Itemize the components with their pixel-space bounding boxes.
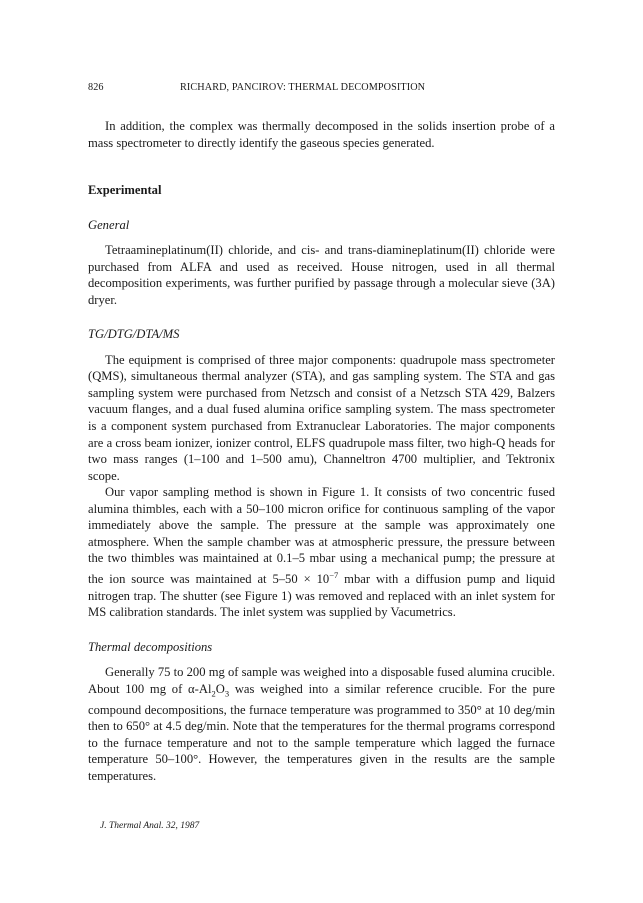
alumina-oxygen: O — [215, 681, 225, 696]
running-header — [88, 82, 555, 98]
alumina-subscript-3: 3 — [224, 688, 230, 699]
journal-citation: J. Thermal Anal. 32, 1987 — [100, 821, 200, 831]
subsection-heading-tg-dtg-dta-ms: TG/DTG/DTA/MS — [88, 327, 180, 342]
page-content — [88, 82, 555, 785]
section-heading-experimental: Experimental — [88, 183, 162, 198]
vapor-sampling-text-1: Our vapor sampling method is shown in Figure 1. It consists of two concentric fused alumina thimbles, each with a 50–100 micron orifice for continuous sampling of the vapor immediately above the sample. The pressure at the sample was approximately one atmosphere. When the sample chamber was at atmospheric pressure, the pressure between the two thimbles was maintained at 0.1–5 mbar using a mechanical pump; the pressure at the ion source was maintained at 5–50 × 10 — [88, 485, 555, 587]
pressure-exponent: −7 — [329, 569, 339, 580]
thermal-text-2: was weighed into a similar reference crucible. For the pure compound decompositions, the furnace temperature was programmed to 350° at 10 deg/min then to 650° at 4.5 deg/min. Note that the temperatures for the thermal programs correspond to the furnace temperature and not to the sample temperature which lagged the furnace temperature 50–100°. However, the temperatures given in the results are the sample temperatures. — [88, 681, 555, 784]
thermal-text-1: Generally 75 to 200 mg of sample was weighed into a disposable fused alumina crucible. About 100 mg of α-Al — [88, 665, 555, 696]
alumina-subscript-2: 2 — [211, 688, 216, 699]
subsection-heading-general: General — [88, 217, 130, 232]
subsection-heading-thermal-decompositions: Thermal decompositions — [88, 639, 213, 654]
running-title: RICHARD, PANCIROV: THERMAL DECOMPOSITION — [180, 82, 426, 93]
intro-paragraph: In addition, the complex was thermally decomposed in the solids insertion probe of a mass spectrometer to directly identify the gaseous species generated. — [88, 119, 555, 150]
vapor-sampling-paragraph — [88, 484, 555, 621]
vapor-sampling-text-2: mbar with a diffusion pump and liquid nitrogen trap. The shutter (see Figure 1) was removed and replaced with an inlet system for MS calibration standards. The inlet system was supplied by Vacumetrics. — [88, 572, 555, 620]
general-paragraph: Tetraamineplatinum(II) chloride, and cis- and trans-diamineplatinum(II) chloride were purchased from ALFA and used as received. House nitrogen, used in all thermal decomposition experiments, was further purified by passage through a molecular sieve (3A) dryer. — [88, 243, 555, 307]
equipment-paragraph: The equipment is comprised of three major components: quadrupole mass spectrometer (QMS), simultaneous thermal analyzer (STA), and gas sampling system. The STA and gas sampling system were purchased from Netzsch and consist of a Netzsch STA 429, Balzers vacuum flanges, and a dual fused alumina orifice sampling system. The mass spectrometer is a component system purchased from Extranuclear Laboratories. The major components are a cross beam ionizer, ionizer control, ELFS quadrupole mass filter, two high-Q heads for two mass ranges (1–100 and 1–500 amu), Channeltron 4700 multiplier, and Tektronix scope. — [88, 352, 555, 483]
thermal-decompositions-paragraph — [88, 664, 555, 784]
page-number: 826 — [88, 82, 104, 93]
